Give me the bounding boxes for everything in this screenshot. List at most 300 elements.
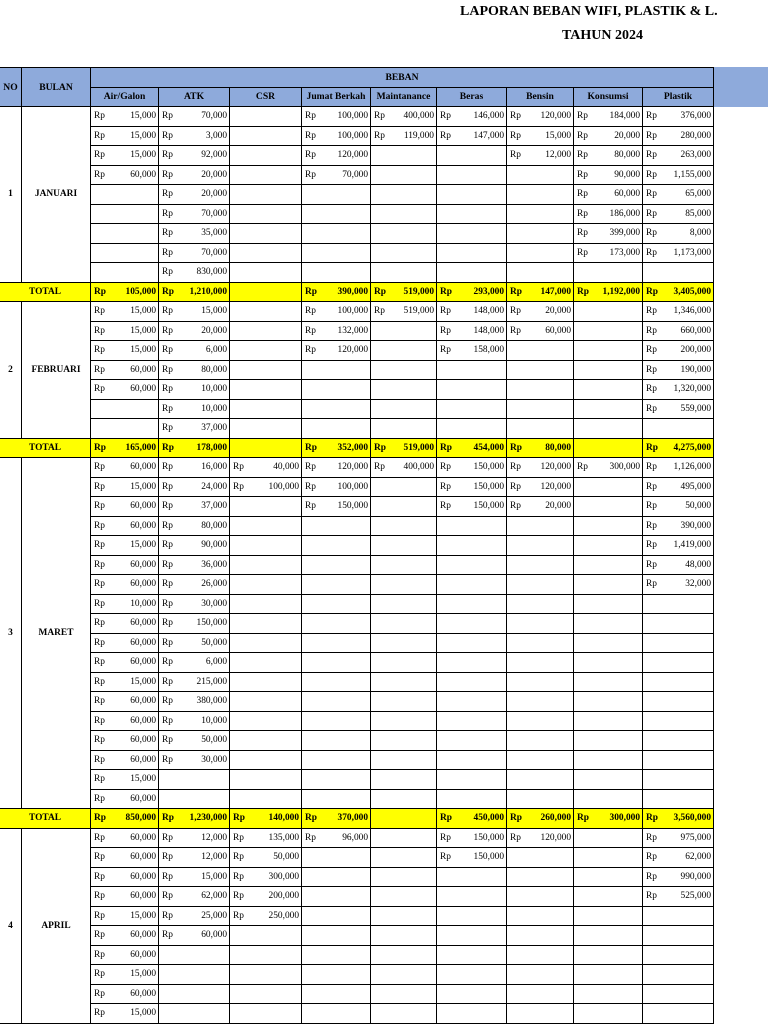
amount-cell[interactable]: [91, 185, 159, 205]
amount-cell[interactable]: [371, 399, 437, 419]
amount-cell[interactable]: [643, 594, 714, 614]
amount-cell[interactable]: [643, 419, 714, 439]
amount-cell[interactable]: [437, 770, 507, 790]
amount-cell[interactable]: [507, 399, 574, 419]
amount-cell[interactable]: [302, 321, 371, 341]
amount-cell[interactable]: [643, 146, 714, 166]
amount-cell[interactable]: [643, 107, 714, 127]
amount-cell[interactable]: [437, 536, 507, 556]
amount-cell[interactable]: [302, 380, 371, 400]
amount-cell[interactable]: [574, 282, 643, 302]
amount-cell[interactable]: [643, 497, 714, 517]
header-air-galon[interactable]: Air/Galon: [91, 87, 159, 107]
amount-cell[interactable]: [574, 360, 643, 380]
amount-cell[interactable]: [159, 458, 230, 478]
amount-cell[interactable]: [507, 516, 574, 536]
amount-cell[interactable]: [371, 750, 437, 770]
amount-cell[interactable]: [159, 789, 230, 809]
amount-cell[interactable]: [437, 107, 507, 127]
amount-cell[interactable]: [574, 926, 643, 946]
header-plastik[interactable]: Plastik: [643, 87, 714, 107]
amount-cell[interactable]: [643, 477, 714, 497]
amount-cell[interactable]: [230, 458, 302, 478]
amount-cell[interactable]: [230, 789, 302, 809]
amount-cell[interactable]: [643, 263, 714, 283]
amount-cell[interactable]: [302, 497, 371, 517]
amount-cell[interactable]: [302, 828, 371, 848]
amount-cell[interactable]: [371, 282, 437, 302]
amount-cell[interactable]: [437, 126, 507, 146]
header-beras[interactable]: Beras: [437, 87, 507, 107]
amount-cell[interactable]: [437, 282, 507, 302]
month-number[interactable]: 4: [0, 828, 22, 1023]
amount-cell[interactable]: [91, 711, 159, 731]
amount-cell[interactable]: [230, 243, 302, 263]
amount-cell[interactable]: [159, 1004, 230, 1024]
header-csr[interactable]: CSR: [230, 87, 302, 107]
amount-cell[interactable]: [437, 243, 507, 263]
amount-cell[interactable]: [302, 185, 371, 205]
amount-cell[interactable]: [574, 224, 643, 244]
amount-cell[interactable]: [302, 770, 371, 790]
amount-cell[interactable]: [643, 1004, 714, 1024]
amount-cell[interactable]: [159, 731, 230, 751]
amount-cell[interactable]: [507, 906, 574, 926]
amount-cell[interactable]: [230, 594, 302, 614]
amount-cell[interactable]: [91, 419, 159, 439]
amount-cell[interactable]: [159, 945, 230, 965]
amount-cell[interactable]: [91, 770, 159, 790]
amount-cell[interactable]: [437, 906, 507, 926]
amount-cell[interactable]: [574, 965, 643, 985]
amount-cell[interactable]: [643, 984, 714, 1004]
amount-cell[interactable]: [437, 926, 507, 946]
amount-cell[interactable]: [574, 1004, 643, 1024]
amount-cell[interactable]: [159, 965, 230, 985]
amount-cell[interactable]: [437, 341, 507, 361]
amount-cell[interactable]: [230, 204, 302, 224]
amount-cell[interactable]: [91, 516, 159, 536]
amount-cell[interactable]: [643, 789, 714, 809]
amount-cell[interactable]: [574, 243, 643, 263]
amount-cell[interactable]: [371, 419, 437, 439]
amount-cell[interactable]: [643, 224, 714, 244]
amount-cell[interactable]: [643, 302, 714, 322]
amount-cell[interactable]: [574, 653, 643, 673]
amount-cell[interactable]: [230, 165, 302, 185]
amount-cell[interactable]: [230, 399, 302, 419]
amount-cell[interactable]: [159, 282, 230, 302]
amount-cell[interactable]: [230, 614, 302, 634]
amount-cell[interactable]: [371, 165, 437, 185]
amount-cell[interactable]: [507, 809, 574, 829]
amount-cell[interactable]: [91, 848, 159, 868]
amount-cell[interactable]: [371, 984, 437, 1004]
amount-cell[interactable]: [230, 633, 302, 653]
total-label[interactable]: TOTAL: [0, 438, 91, 458]
amount-cell[interactable]: [159, 341, 230, 361]
amount-cell[interactable]: [643, 536, 714, 556]
header-no[interactable]: NO: [0, 68, 22, 107]
total-label[interactable]: TOTAL: [0, 809, 91, 829]
amount-cell[interactable]: [230, 341, 302, 361]
amount-cell[interactable]: [507, 360, 574, 380]
amount-cell[interactable]: [230, 555, 302, 575]
amount-cell[interactable]: [643, 399, 714, 419]
amount-cell[interactable]: [91, 282, 159, 302]
amount-cell[interactable]: [507, 653, 574, 673]
month-name[interactable]: MARET: [22, 458, 91, 809]
amount-cell[interactable]: [371, 438, 437, 458]
amount-cell[interactable]: [643, 770, 714, 790]
amount-cell[interactable]: [302, 926, 371, 946]
amount-cell[interactable]: [574, 789, 643, 809]
amount-cell[interactable]: [643, 458, 714, 478]
amount-cell[interactable]: [91, 965, 159, 985]
amount-cell[interactable]: [507, 672, 574, 692]
amount-cell[interactable]: [507, 711, 574, 731]
amount-cell[interactable]: [371, 536, 437, 556]
amount-cell[interactable]: [371, 809, 437, 829]
amount-cell[interactable]: [574, 672, 643, 692]
amount-cell[interactable]: [159, 672, 230, 692]
amount-cell[interactable]: [574, 984, 643, 1004]
amount-cell[interactable]: [91, 477, 159, 497]
amount-cell[interactable]: [159, 809, 230, 829]
amount-cell[interactable]: [371, 185, 437, 205]
amount-cell[interactable]: [302, 731, 371, 751]
amount-cell[interactable]: [574, 945, 643, 965]
amount-cell[interactable]: [371, 243, 437, 263]
amount-cell[interactable]: [437, 360, 507, 380]
amount-cell[interactable]: [507, 321, 574, 341]
amount-cell[interactable]: [159, 984, 230, 1004]
amount-cell[interactable]: [230, 302, 302, 322]
amount-cell[interactable]: [507, 107, 574, 127]
amount-cell[interactable]: [643, 906, 714, 926]
amount-cell[interactable]: [230, 984, 302, 1004]
amount-cell[interactable]: [302, 750, 371, 770]
amount-cell[interactable]: [230, 926, 302, 946]
month-name[interactable]: JANUARI: [22, 107, 91, 283]
amount-cell[interactable]: [371, 380, 437, 400]
total-label[interactable]: TOTAL: [0, 282, 91, 302]
amount-cell[interactable]: [302, 653, 371, 673]
amount-cell[interactable]: [574, 165, 643, 185]
amount-cell[interactable]: [159, 536, 230, 556]
amount-cell[interactable]: [159, 419, 230, 439]
amount-cell[interactable]: [91, 399, 159, 419]
amount-cell[interactable]: [643, 185, 714, 205]
amount-cell[interactable]: [507, 945, 574, 965]
amount-cell[interactable]: [507, 828, 574, 848]
amount-cell[interactable]: [230, 126, 302, 146]
amount-cell[interactable]: [371, 1004, 437, 1024]
amount-cell[interactable]: [230, 653, 302, 673]
amount-cell[interactable]: [302, 341, 371, 361]
amount-cell[interactable]: [507, 692, 574, 712]
amount-cell[interactable]: [302, 906, 371, 926]
amount-cell[interactable]: [507, 341, 574, 361]
amount-cell[interactable]: [91, 243, 159, 263]
amount-cell[interactable]: [574, 750, 643, 770]
amount-cell[interactable]: [643, 809, 714, 829]
amount-cell[interactable]: [230, 770, 302, 790]
amount-cell[interactable]: [159, 867, 230, 887]
amount-cell[interactable]: [507, 282, 574, 302]
amount-cell[interactable]: [574, 594, 643, 614]
amount-cell[interactable]: [574, 438, 643, 458]
amount-cell[interactable]: [302, 282, 371, 302]
amount-cell[interactable]: [230, 672, 302, 692]
amount-cell[interactable]: [230, 321, 302, 341]
amount-cell[interactable]: [507, 477, 574, 497]
amount-cell[interactable]: [574, 614, 643, 634]
amount-cell[interactable]: [574, 419, 643, 439]
amount-cell[interactable]: [371, 477, 437, 497]
amount-cell[interactable]: [230, 887, 302, 907]
amount-cell[interactable]: [371, 731, 437, 751]
amount-cell[interactable]: [371, 263, 437, 283]
amount-cell[interactable]: [437, 516, 507, 536]
amount-cell[interactable]: [302, 984, 371, 1004]
amount-cell[interactable]: [507, 750, 574, 770]
amount-cell[interactable]: [302, 555, 371, 575]
amount-cell[interactable]: [159, 516, 230, 536]
month-name[interactable]: FEBRUARI: [22, 302, 91, 439]
amount-cell[interactable]: [437, 633, 507, 653]
amount-cell[interactable]: [159, 614, 230, 634]
amount-cell[interactable]: [91, 204, 159, 224]
amount-cell[interactable]: [507, 165, 574, 185]
amount-cell[interactable]: [371, 867, 437, 887]
amount-cell[interactable]: [91, 107, 159, 127]
amount-cell[interactable]: [91, 614, 159, 634]
amount-cell[interactable]: [574, 146, 643, 166]
amount-cell[interactable]: [643, 653, 714, 673]
amount-cell[interactable]: [302, 965, 371, 985]
amount-cell[interactable]: [643, 692, 714, 712]
amount-cell[interactable]: [91, 594, 159, 614]
header-bensin[interactable]: Bensin: [507, 87, 574, 107]
amount-cell[interactable]: [91, 672, 159, 692]
amount-cell[interactable]: [159, 243, 230, 263]
amount-cell[interactable]: [371, 516, 437, 536]
amount-cell[interactable]: [230, 731, 302, 751]
amount-cell[interactable]: [437, 380, 507, 400]
amount-cell[interactable]: [574, 107, 643, 127]
amount-cell[interactable]: [302, 692, 371, 712]
amount-cell[interactable]: [371, 965, 437, 985]
amount-cell[interactable]: [91, 906, 159, 926]
amount-cell[interactable]: [643, 750, 714, 770]
amount-cell[interactable]: [230, 711, 302, 731]
amount-cell[interactable]: [643, 516, 714, 536]
amount-cell[interactable]: [371, 887, 437, 907]
amount-cell[interactable]: [230, 906, 302, 926]
amount-cell[interactable]: [437, 146, 507, 166]
amount-cell[interactable]: [230, 828, 302, 848]
amount-cell[interactable]: [371, 302, 437, 322]
amount-cell[interactable]: [230, 146, 302, 166]
amount-cell[interactable]: [91, 146, 159, 166]
amount-cell[interactable]: [437, 399, 507, 419]
amount-cell[interactable]: [643, 731, 714, 751]
amount-cell[interactable]: [230, 1004, 302, 1024]
amount-cell[interactable]: [507, 204, 574, 224]
amount-cell[interactable]: [91, 731, 159, 751]
amount-cell[interactable]: [643, 126, 714, 146]
amount-cell[interactable]: [230, 848, 302, 868]
amount-cell[interactable]: [371, 321, 437, 341]
amount-cell[interactable]: [643, 945, 714, 965]
amount-cell[interactable]: [507, 1004, 574, 1024]
amount-cell[interactable]: [574, 770, 643, 790]
amount-cell[interactable]: [230, 380, 302, 400]
amount-cell[interactable]: [574, 828, 643, 848]
amount-cell[interactable]: [159, 302, 230, 322]
amount-cell[interactable]: [507, 594, 574, 614]
amount-cell[interactable]: [302, 594, 371, 614]
amount-cell[interactable]: [437, 672, 507, 692]
amount-cell[interactable]: [507, 302, 574, 322]
amount-cell[interactable]: [230, 867, 302, 887]
amount-cell[interactable]: [643, 555, 714, 575]
amount-cell[interactable]: [159, 750, 230, 770]
amount-cell[interactable]: [159, 770, 230, 790]
amount-cell[interactable]: [159, 926, 230, 946]
amount-cell[interactable]: [159, 711, 230, 731]
header-beban[interactable]: BEBAN: [91, 68, 714, 88]
month-number[interactable]: 1: [0, 107, 22, 283]
amount-cell[interactable]: [302, 672, 371, 692]
amount-cell[interactable]: [371, 204, 437, 224]
amount-cell[interactable]: [574, 809, 643, 829]
amount-cell[interactable]: [230, 945, 302, 965]
amount-cell[interactable]: [91, 1004, 159, 1024]
amount-cell[interactable]: [371, 341, 437, 361]
amount-cell[interactable]: [574, 126, 643, 146]
amount-cell[interactable]: [302, 536, 371, 556]
month-number[interactable]: 2: [0, 302, 22, 439]
amount-cell[interactable]: [91, 126, 159, 146]
amount-cell[interactable]: [230, 750, 302, 770]
amount-cell[interactable]: [371, 633, 437, 653]
amount-cell[interactable]: [437, 419, 507, 439]
amount-cell[interactable]: [371, 672, 437, 692]
amount-cell[interactable]: [574, 867, 643, 887]
amount-cell[interactable]: [230, 965, 302, 985]
amount-cell[interactable]: [230, 263, 302, 283]
amount-cell[interactable]: [159, 477, 230, 497]
amount-cell[interactable]: [91, 458, 159, 478]
amount-cell[interactable]: [230, 575, 302, 595]
amount-cell[interactable]: [230, 536, 302, 556]
amount-cell[interactable]: [643, 965, 714, 985]
amount-cell[interactable]: [371, 360, 437, 380]
amount-cell[interactable]: [371, 458, 437, 478]
amount-cell[interactable]: [302, 165, 371, 185]
amount-cell[interactable]: [302, 458, 371, 478]
amount-cell[interactable]: [230, 497, 302, 517]
amount-cell[interactable]: [437, 867, 507, 887]
amount-cell[interactable]: [159, 497, 230, 517]
amount-cell[interactable]: [159, 828, 230, 848]
amount-cell[interactable]: [159, 224, 230, 244]
amount-cell[interactable]: [574, 848, 643, 868]
amount-cell[interactable]: [437, 750, 507, 770]
amount-cell[interactable]: [230, 360, 302, 380]
amount-cell[interactable]: [302, 419, 371, 439]
amount-cell[interactable]: [437, 185, 507, 205]
amount-cell[interactable]: [91, 692, 159, 712]
amount-cell[interactable]: [371, 126, 437, 146]
amount-cell[interactable]: [574, 399, 643, 419]
amount-cell[interactable]: [574, 633, 643, 653]
amount-cell[interactable]: [302, 633, 371, 653]
amount-cell[interactable]: [574, 906, 643, 926]
amount-cell[interactable]: [159, 380, 230, 400]
amount-cell[interactable]: [230, 282, 302, 302]
amount-cell[interactable]: [91, 887, 159, 907]
amount-cell[interactable]: [507, 575, 574, 595]
header-konsumsi[interactable]: Konsumsi: [574, 87, 643, 107]
amount-cell[interactable]: [230, 438, 302, 458]
amount-cell[interactable]: [437, 614, 507, 634]
amount-cell[interactable]: [574, 302, 643, 322]
amount-cell[interactable]: [574, 458, 643, 478]
amount-cell[interactable]: [91, 926, 159, 946]
amount-cell[interactable]: [91, 984, 159, 1004]
amount-cell[interactable]: [302, 399, 371, 419]
amount-cell[interactable]: [159, 107, 230, 127]
amount-cell[interactable]: [437, 692, 507, 712]
amount-cell[interactable]: [437, 731, 507, 751]
amount-cell[interactable]: [230, 419, 302, 439]
amount-cell[interactable]: [91, 945, 159, 965]
amount-cell[interactable]: [159, 263, 230, 283]
amount-cell[interactable]: [371, 848, 437, 868]
amount-cell[interactable]: [507, 146, 574, 166]
amount-cell[interactable]: [302, 867, 371, 887]
amount-cell[interactable]: [507, 867, 574, 887]
amount-cell[interactable]: [159, 906, 230, 926]
amount-cell[interactable]: [574, 731, 643, 751]
amount-cell[interactable]: [230, 185, 302, 205]
amount-cell[interactable]: [507, 887, 574, 907]
amount-cell[interactable]: [302, 107, 371, 127]
amount-cell[interactable]: [507, 848, 574, 868]
amount-cell[interactable]: [643, 614, 714, 634]
amount-cell[interactable]: [574, 477, 643, 497]
amount-cell[interactable]: [302, 263, 371, 283]
amount-cell[interactable]: [507, 497, 574, 517]
amount-cell[interactable]: [574, 263, 643, 283]
amount-cell[interactable]: [643, 926, 714, 946]
amount-cell[interactable]: [91, 360, 159, 380]
amount-cell[interactable]: [437, 302, 507, 322]
amount-cell[interactable]: [437, 497, 507, 517]
amount-cell[interactable]: [91, 263, 159, 283]
amount-cell[interactable]: [574, 380, 643, 400]
amount-cell[interactable]: [643, 887, 714, 907]
amount-cell[interactable]: [507, 458, 574, 478]
amount-cell[interactable]: [91, 555, 159, 575]
amount-cell[interactable]: [371, 575, 437, 595]
amount-cell[interactable]: [302, 1004, 371, 1024]
amount-cell[interactable]: [371, 692, 437, 712]
amount-cell[interactable]: [302, 575, 371, 595]
